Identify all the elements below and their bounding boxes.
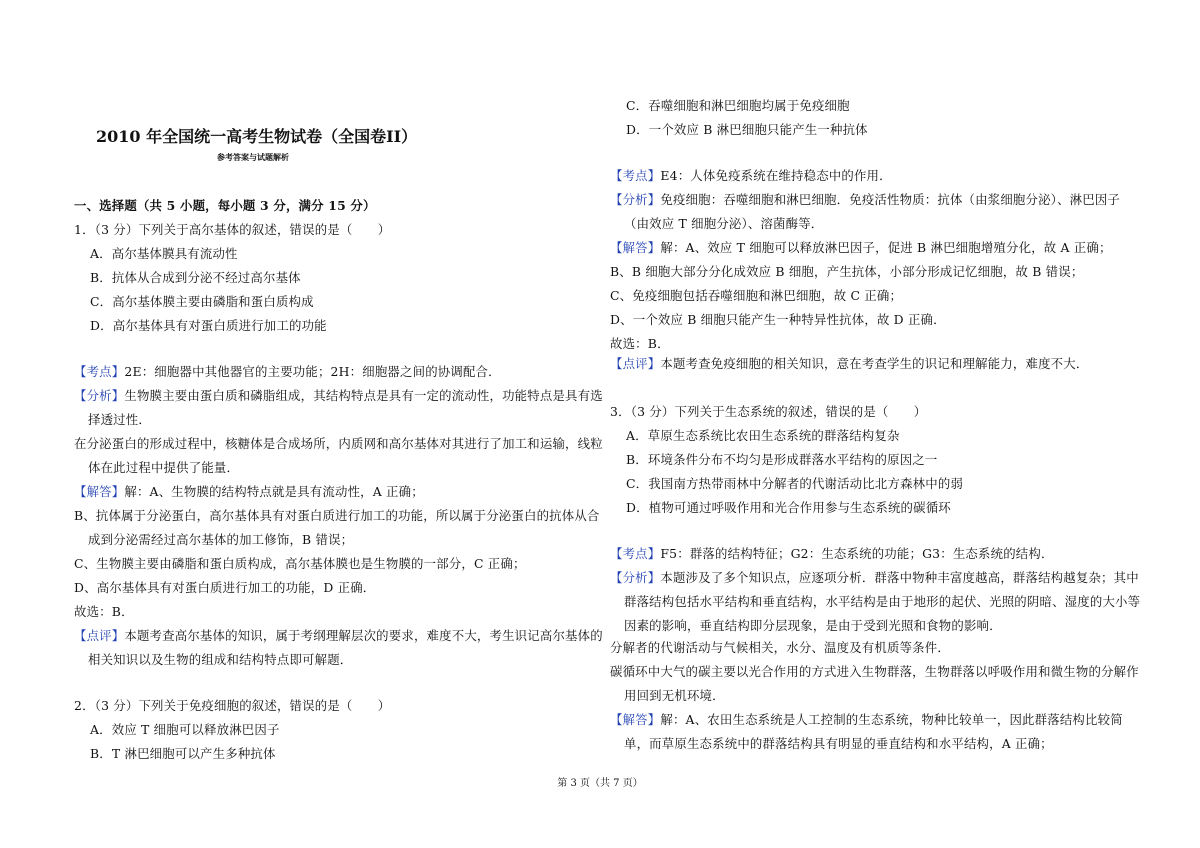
q1-answer: 故选：B． [74, 604, 134, 619]
q3-fenxi-text-4: 分解者的代谢活动与气候相关，水分、温度及有机质等条件． [610, 640, 950, 655]
q3-option-d: D．植物可通过呼吸作用和光合作用参与生态系统的碳循环 [626, 500, 951, 515]
jieda-tag: 【解答】 [74, 484, 125, 499]
q2-jieda-text-4: D、一个效应 B 细胞只能产生一种特异性抗体，故 D 正确． [610, 312, 946, 327]
q1-jieda-text-3: 成到分泌需经过高尔基体的加工修饰，B 错误； [88, 532, 354, 547]
kaodian-tag: 【考点】 [74, 364, 125, 379]
q1-fenxi [74, 388, 603, 404]
kaodian-tag: 【考点】 [610, 168, 661, 183]
q3-option-b: B．环境条件分布不均匀是形成群落水平结构的原因之一 [626, 452, 938, 467]
page-title: 2010 年全国统一高考生物试卷（全国卷II） [96, 127, 418, 146]
q3-option-c: C．我国南方热带雨林中分解者的代谢活动比北方森林中的弱 [626, 476, 964, 491]
q1-option-d: D．高尔基体具有对蛋白质进行加工的功能 [90, 318, 327, 333]
q3-option-a: A．草原生态系统比农田生态系统的群落结构复杂 [626, 428, 900, 443]
q2-fenxi-text-1: 免疫细胞：吞噬细胞和淋巴细胞．免疫活性物质：抗体（由浆细胞分泌）、淋巴因子 [660, 192, 1121, 207]
fenxi-tag: 【分析】 [610, 570, 661, 585]
kaodian-tag: 【考点】 [610, 546, 661, 561]
q1-jieda-text-2: B、抗体属于分泌蛋白，高尔基体具有对蛋白质进行加工的功能，所以属于分泌蛋白的抗体从合 [74, 508, 600, 523]
q2-option-c: C．吞噬细胞和淋巴细胞均属于免疫细胞 [626, 98, 850, 113]
q1-jieda [74, 484, 424, 500]
dianping-tag: 【点评】 [74, 628, 125, 643]
jieda-tag: 【解答】 [610, 712, 661, 727]
q2-jieda-text-2: B、B 细胞大部分分化成效应 B 细胞，产生抗体，小部分形成记忆细胞，故 B 错误； [610, 264, 1084, 279]
q3-fenxi-text-6: 用回到无机环境． [624, 688, 725, 703]
q2-option-d: D．一个效应 B 淋巴细胞只能产生一种抗体 [626, 122, 868, 137]
q1-option-c: C．高尔基体膜主要由磷脂和蛋白质构成 [90, 294, 314, 309]
q1-jieda-text-4: C、生物膜主要由磷脂和蛋白质构成，高尔基体膜也是生物膜的一部分，C 正确； [74, 556, 526, 571]
q2-option-b: B．T 淋巴细胞可以产生多种抗体 [90, 746, 276, 761]
q3-kaodian [610, 546, 1054, 562]
q1-kaodian-text: 2E：细胞器中其他器官的主要功能；2H：细胞器之间的协调配合． [124, 364, 501, 379]
q2-dianping-text-1: 本题考查免疫细胞的相关知识，意在考查学生的识记和理解能力，难度不大． [660, 356, 1089, 371]
q2-answer: 故选：B． [610, 336, 670, 351]
q2-fenxi [610, 192, 1120, 208]
q3-fenxi [610, 570, 1139, 586]
q2-stem: 2．（3 分）下列关于免疫细胞的叙述，错误的是（ ） [74, 698, 391, 713]
q1-jieda-text-5: D、高尔基体具有对蛋白质进行加工的功能，D 正确． [74, 580, 376, 595]
q3-fenxi-text-5: 碳循环中大气的碳主要以光合作用的方式进入生物群落，生物群落以呼吸作用和微生物的分解作 [610, 664, 1139, 679]
q1-fenxi-text-3: 在分泌蛋白的形成过程中，核糖体是合成场所，内质网和高尔基体对其进行了加工和运输，线粒 [74, 436, 603, 451]
q1-stem: 1．（3 分）下列关于高尔基体的叙述，错误的是（ ） [74, 222, 391, 237]
q2-jieda [610, 240, 1112, 256]
q1-fenxi-text-2: 择透过性． [88, 412, 151, 427]
q1-dianping-text-1: 本题考查高尔基体的知识，属于考纲理解层次的要求，难度不大，考生识记高尔基体的 [124, 628, 603, 643]
dianping-tag: 【点评】 [610, 356, 661, 371]
q3-jieda-text-2: 单，而草原生态系统中的群落结构具有明显的垂直结构和水平结构，A 正确； [624, 736, 1053, 751]
q1-fenxi-text-1: 生物膜主要由蛋白质和磷脂组成，其结构特点是具有一定的流动性，功能特点是具有选 [124, 388, 603, 403]
q3-stem: 3．（3 分）下列关于生态系统的叙述，错误的是（ ） [610, 404, 927, 419]
q2-kaodian [610, 168, 892, 184]
q1-dianping-text-2: 相关知识以及生物的组成和结构特点即可解题． [88, 652, 353, 667]
jieda-tag: 【解答】 [610, 240, 661, 255]
q2-dianping [610, 356, 1088, 372]
q3-jieda [610, 712, 1123, 728]
q3-fenxi-text-1: 本题涉及了多个知识点，应逐项分析．群落中物种丰富度越高，群落结构越复杂；其中 [660, 570, 1139, 585]
q3-jieda-text-1: 解：A、农田生态系统是人工控制的生态系统，物种比较单一，因此群落结构比较简 [660, 712, 1123, 727]
q1-option-b: B．抗体从合成到分泌不经过高尔基体 [90, 270, 301, 285]
section-heading: 一、选择题（共 5 小题，每小题 3 分，满分 15 分） [74, 198, 376, 213]
q2-kaodian-text: E4：人体免疫系统在维持稳态中的作用． [660, 168, 892, 183]
q3-fenxi-text-3: 因素的影响，垂直结构即分层现象，是由于受到光照和食物的影响． [624, 618, 1002, 633]
q2-jieda-text-3: C、免疫细胞包括吞噬细胞和淋巴细胞，故 C 正确； [610, 288, 903, 303]
q2-option-a: A．效应 T 细胞可以释放淋巴因子 [90, 722, 280, 737]
q1-kaodian [74, 364, 501, 380]
q3-fenxi-text-2: 群落结构包括水平结构和垂直结构，水平结构是由于地形的起伏、光照的阴暗、湿度的大小等 [624, 594, 1141, 609]
q1-option-a: A．高尔基体膜具有流动性 [90, 246, 238, 261]
q1-jieda-text-1: 解：A、生物膜的结构特点就是具有流动性，A 正确； [124, 484, 424, 499]
page-subtitle: 参考答案与试题解析 [217, 152, 289, 162]
q1-fenxi-text-4: 体在此过程中提供了能量． [88, 460, 240, 475]
page-footer: 第 3 页（共 7 页） [557, 778, 643, 789]
q3-kaodian-text: F5：群落的结构特征；G2：生态系统的功能；G3：生态系统的结构． [660, 546, 1054, 561]
fenxi-tag: 【分析】 [610, 192, 661, 207]
q1-dianping [74, 628, 603, 644]
q2-jieda-text-1: 解：A、效应 T 细胞可以释放淋巴因子，促进 B 淋巴细胞增殖分化，故 A 正确； [660, 240, 1112, 255]
q2-fenxi-text-2: （由效应 T 细胞分泌）、溶菌酶等． [624, 216, 824, 231]
fenxi-tag: 【分析】 [74, 388, 125, 403]
